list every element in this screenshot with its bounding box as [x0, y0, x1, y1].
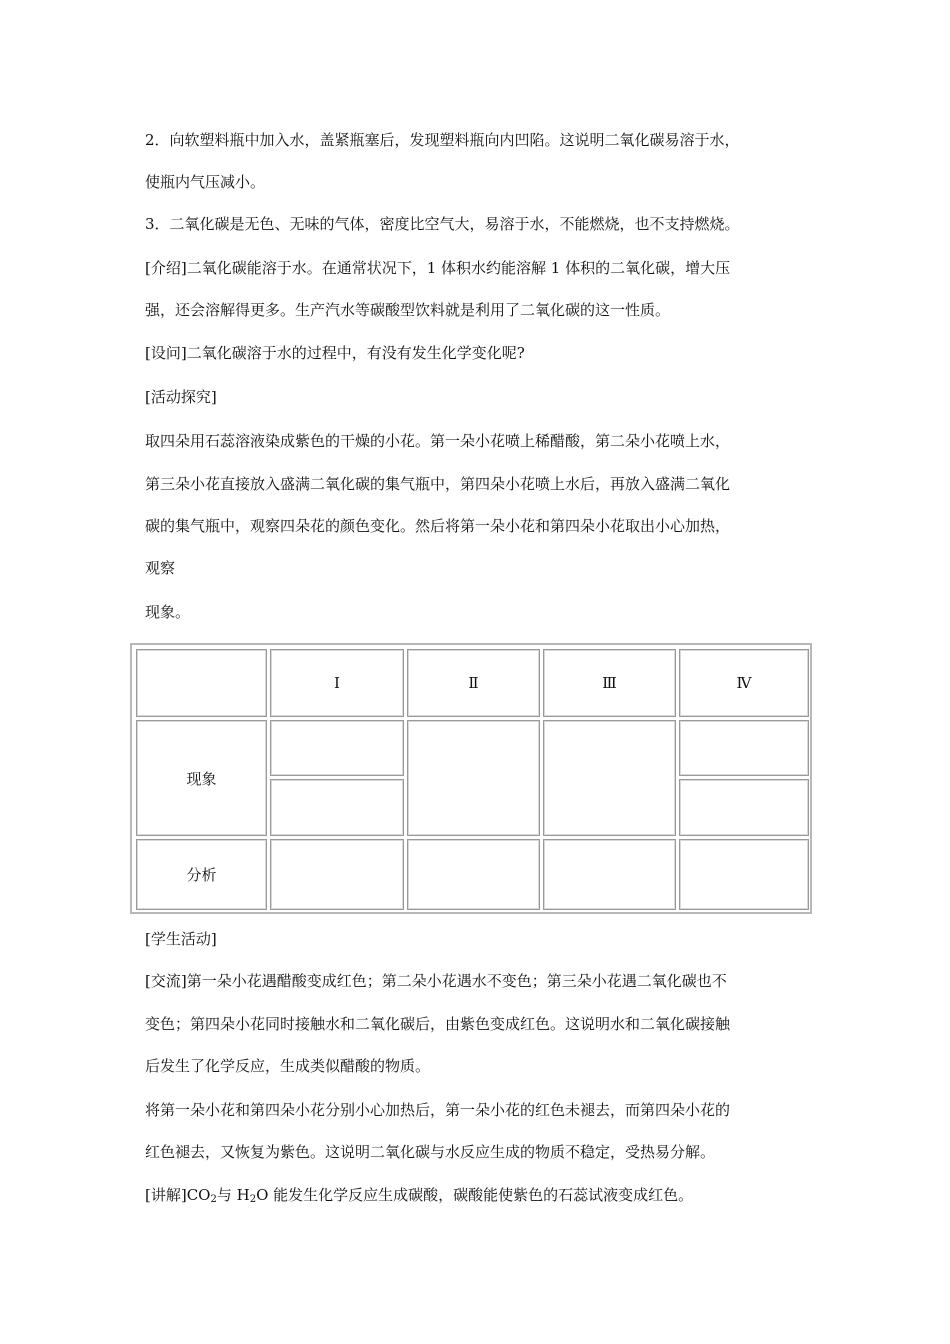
table-cell	[270, 839, 404, 910]
paragraph-line: 观察	[145, 559, 176, 577]
paragraph-line: 强，还会溶解得更多。生产汽水等碳酸型饮料就是利用了二氧化碳的这一性质。	[145, 301, 671, 319]
table-cell	[407, 720, 540, 836]
paragraph-line: 变色；第四朵小花同时接触水和二氧化碳后，由紫色变成红色。这说明水和二氧化碳接触	[145, 1015, 731, 1033]
header-label: Ⅱ	[468, 674, 479, 692]
table-cell	[679, 720, 809, 776]
header-label: Ⅲ	[602, 674, 617, 692]
table-header-cell	[679, 649, 809, 717]
row-label: 现象	[186, 769, 217, 788]
row-label-cell	[136, 839, 267, 910]
section-label: [学生活动]	[145, 930, 217, 948]
header-label: Ⅳ	[736, 674, 752, 692]
paragraph-line: 2．向软塑料瓶中加入水，盖紧瓶塞后，发现塑料瓶向内凹陷。这说明二氧化碳易溶于水，	[145, 131, 740, 149]
paragraph-line: [交流]第一朵小花遇醋酸变成红色；第二朵小花遇水不变色；第三朵小花遇二氧化碳也不	[145, 972, 727, 990]
paragraph-line: 红色褪去，又恢复为紫色。这说明二氧化碳与水反应生成的物质不稳定，受热易分解。	[145, 1143, 716, 1161]
paragraph-line: 3．二氧化碳是无色、无味的气体，密度比空气大，易溶于水，不能燃烧，也不支持燃烧。	[145, 215, 740, 233]
paragraph-line: 将第一朵小花和第四朵小花分别小心加热后，第一朵小花的红色未褪去，而第四朵小花的	[145, 1101, 731, 1119]
table-cell	[543, 720, 676, 836]
paragraph-line: [设问]二氧化碳溶于水的过程中，有没有发生化学变化呢?	[145, 344, 525, 362]
row-label: 分析	[186, 866, 217, 884]
table-header-cell	[270, 649, 404, 717]
text-run: [讲解]CO	[145, 1186, 211, 1204]
table-cell	[270, 779, 404, 836]
table-corner-cell	[136, 649, 267, 717]
paragraph-line: 现象。	[145, 603, 191, 621]
subscript: 2	[249, 1194, 257, 1205]
table-cell	[407, 839, 540, 910]
paragraph-line	[145, 1185, 693, 1210]
paragraph-line: 使瓶内气压减小。	[145, 173, 266, 191]
paragraph-line: [介绍]二氧化碳能溶于水。在通常状况下，1 体积水约能溶解 1 体积的二氧化碳，增大压	[145, 259, 731, 277]
table-cell	[679, 839, 809, 910]
text-run: O 能发生化学反应生成碳酸，碳酸能使紫色的石蕊试液变成红色。	[256, 1186, 694, 1204]
paragraph-line: 碳的集气瓶中，观察四朵花的颜色变化。然后将第一朵小花和第四朵小花取出小心加热，	[145, 517, 731, 535]
text-run: 与 H	[216, 1186, 250, 1204]
table-cell	[543, 839, 676, 910]
paragraph-line: 取四朵用石蕊溶液染成紫色的干燥的小花。第一朵小花喷上稀醋酸，第二朵小花喷上水，	[145, 432, 731, 450]
header-label: Ⅰ	[334, 674, 340, 692]
table-header-cell	[407, 649, 540, 717]
table-cell	[270, 720, 404, 776]
paragraph-line: 第三朵小花直接放入盛满二氧化碳的集气瓶中，第四朵小花喷上水后，再放入盛满二氧化	[145, 475, 731, 493]
table-header-cell	[543, 649, 676, 717]
section-label: [活动探究]	[145, 388, 217, 406]
subscript: 2	[210, 1194, 217, 1205]
paragraph-line: 后发生了化学反应，生成类似醋酸的物质。	[145, 1057, 431, 1075]
table-cell	[679, 779, 809, 836]
row-label-cell	[136, 720, 267, 836]
